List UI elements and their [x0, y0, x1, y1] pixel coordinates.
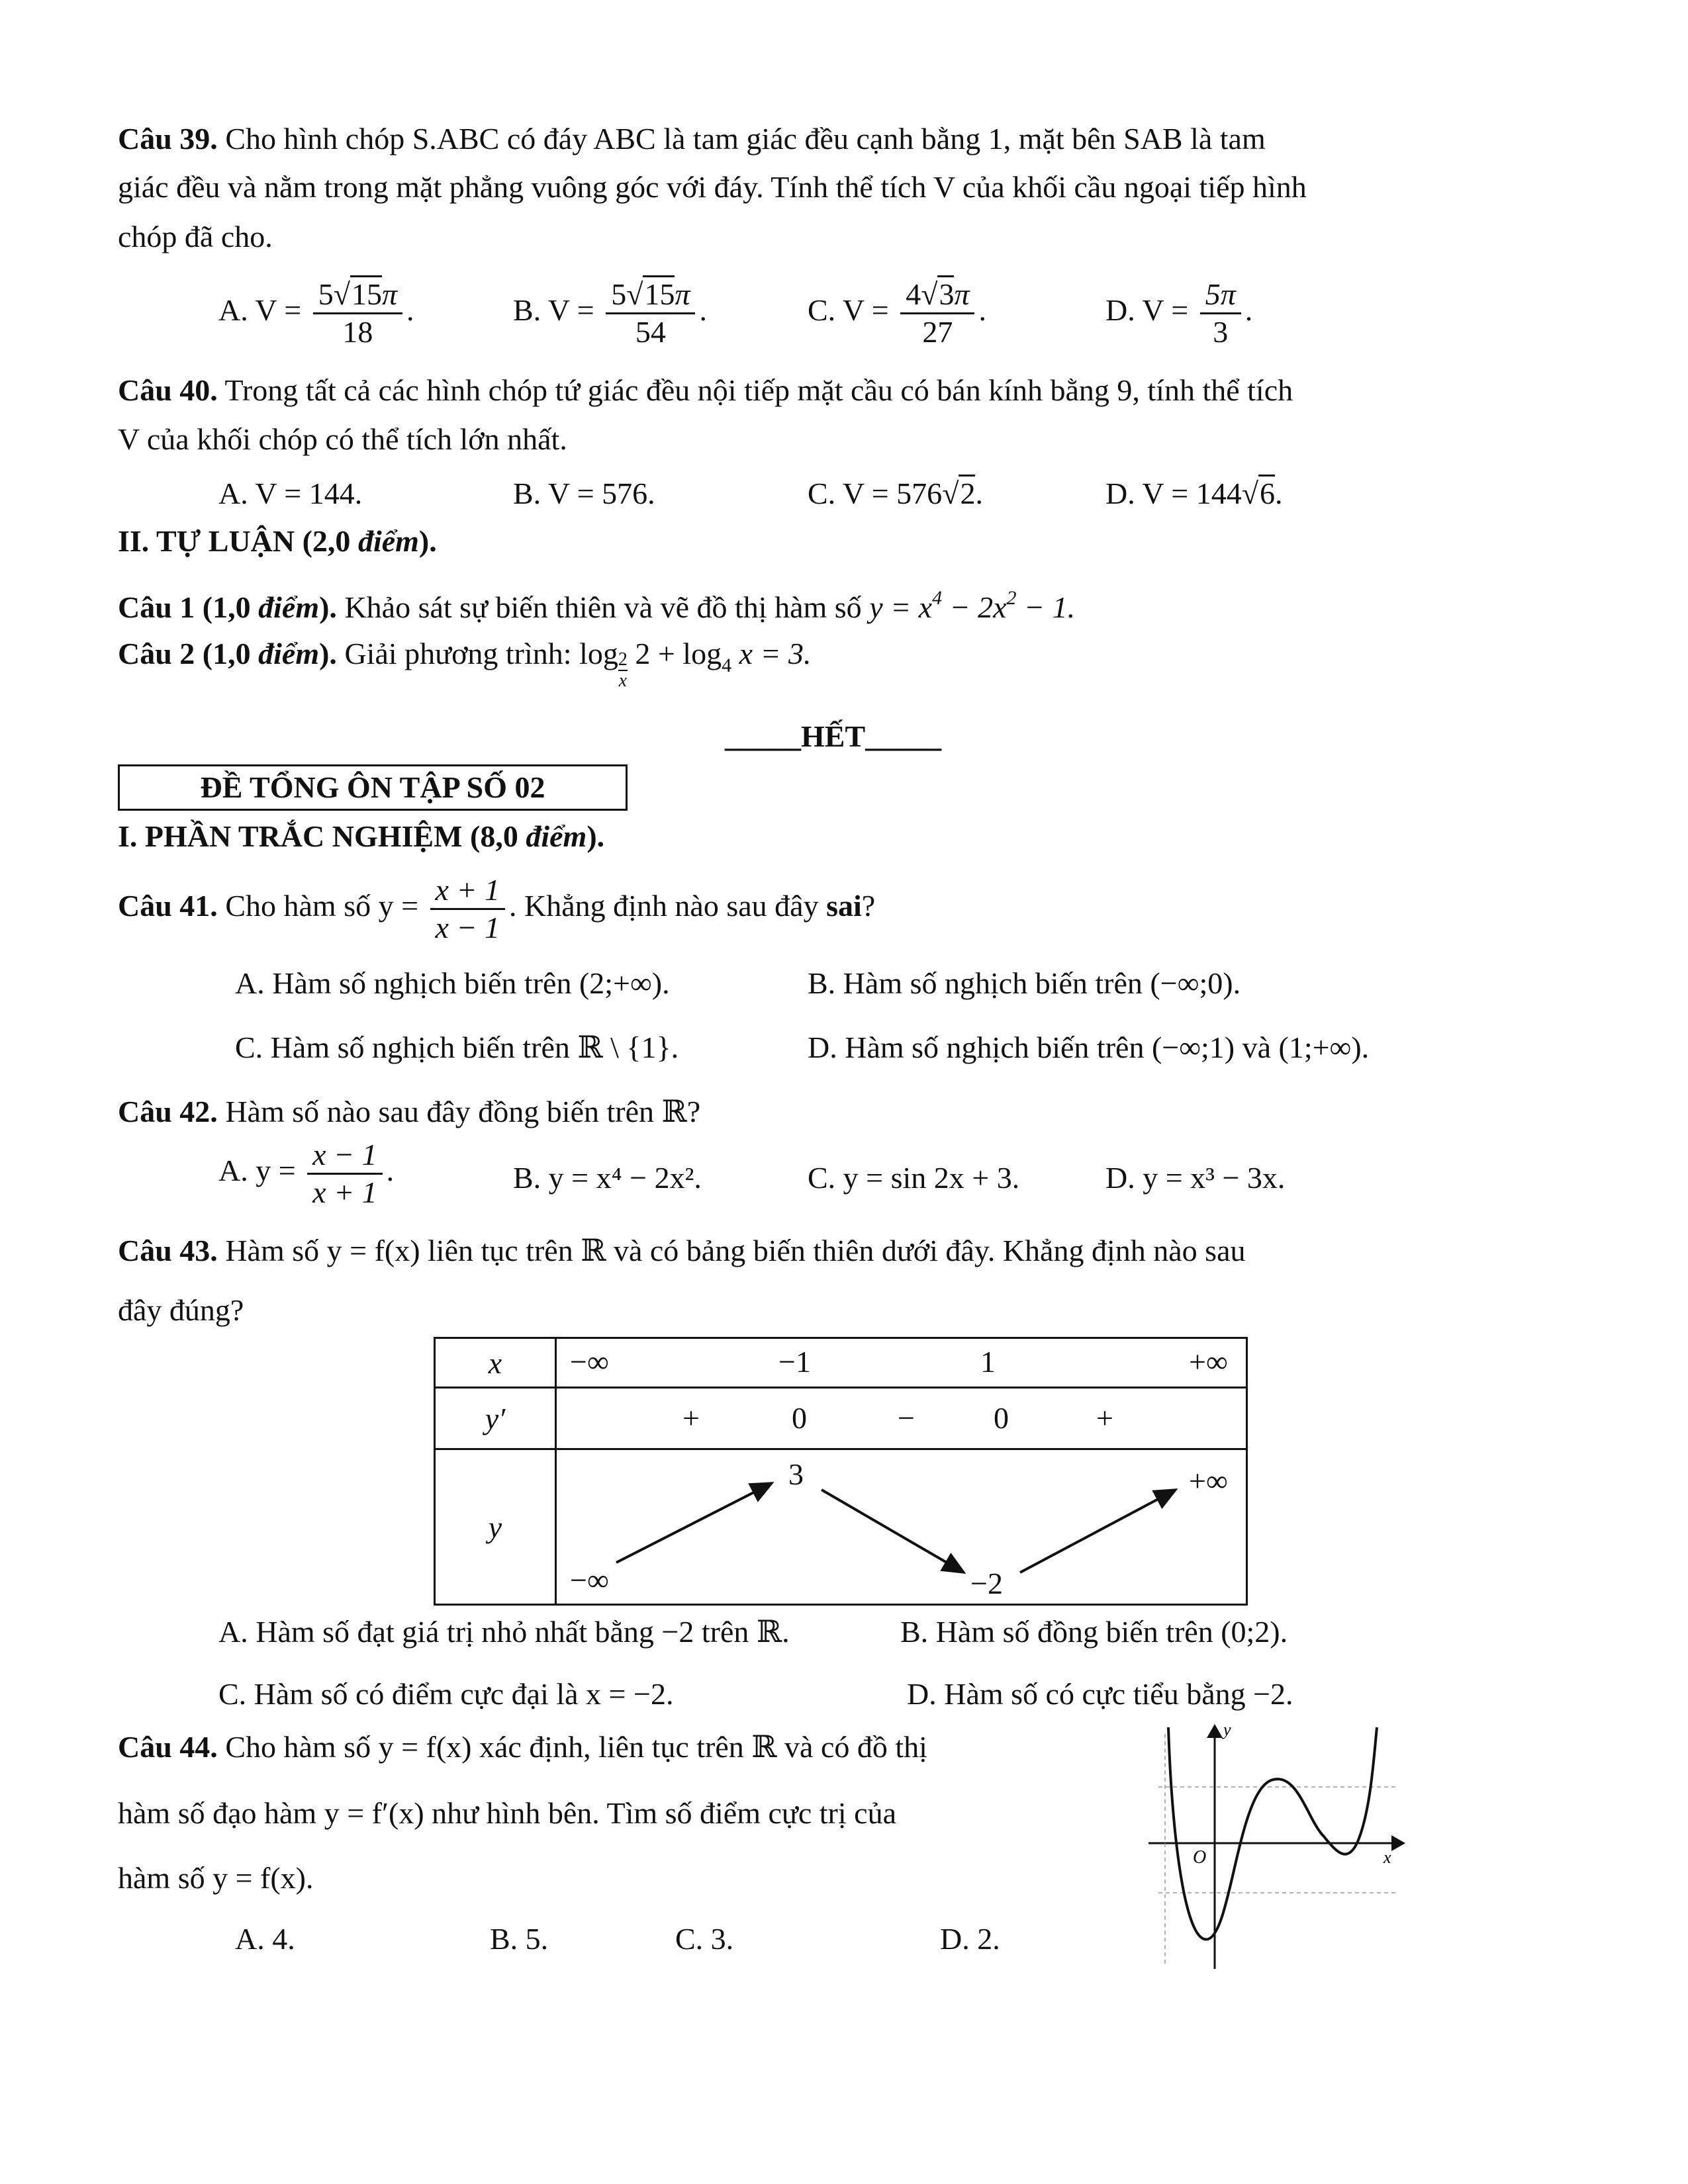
- exam2-title-box: ĐỀ TỔNG ÔN TẬP SỐ 02: [118, 764, 628, 811]
- derivative-curve: [1168, 1727, 1377, 1939]
- q44-option-b: B. 5.: [490, 1922, 549, 1956]
- table-row-y-values: [556, 1449, 1247, 1605]
- part2-q1-formula-b: − 2x: [942, 590, 1007, 624]
- q40-text-1: Trong tất cả các hình chóp tứ giác đều nội tiếp mặt cầu có bán kính bằng 9, tính thể tích: [224, 373, 1293, 407]
- q39-a-num-coef: 5: [318, 277, 334, 311]
- q40-d-rad: 6: [1258, 475, 1275, 510]
- part2-q2-base-num: 2: [618, 649, 628, 670]
- part2-q2-text: Giải phương trình:: [344, 637, 572, 670]
- q39-option-c: C. V = $\frac{4√3\pi}{27}$ .: [808, 277, 986, 350]
- q39-b-num-pi: π: [675, 277, 690, 311]
- q39-c-den: 27: [922, 315, 953, 349]
- y-val-min-neg2: −2: [970, 1567, 1003, 1600]
- q39-c-num-pi: π: [954, 277, 970, 311]
- q44-line2: hàm số đạo hàm y = f′(x) như hình bên. Tìm số điểm cực trị của: [118, 1796, 896, 1830]
- q39-a-num-rad: 15: [350, 275, 382, 311]
- q40-d-end: .: [1274, 477, 1283, 510]
- q40-option-a: A. V = 144.: [218, 477, 363, 510]
- q42-option-a: [218, 1137, 394, 1210]
- q44-text-1: Cho hàm số y = f(x) xác định, liên tục trên ℝ và có đồ thị: [225, 1730, 927, 1764]
- q43-option-d: D. Hàm số có cực tiểu bằng −2.: [907, 1677, 1293, 1711]
- variation-arrows: [557, 1450, 1248, 1604]
- derivative-graph: [1145, 1721, 1410, 1972]
- q43-label: Câu 43.: [118, 1234, 218, 1267]
- part2-q1-label: Câu 1 (1,0: [118, 590, 259, 624]
- q43-option-c: C. Hàm số có điểm cực đại là x = −2.: [218, 1677, 674, 1711]
- q40-option-d: D. V = 144√6.: [1105, 475, 1282, 512]
- part2-q1-label-italic: điểm: [258, 590, 320, 624]
- q39-d-den: 3: [1213, 315, 1229, 349]
- part2-title-text: II. TỰ LUẬN (2,0: [118, 524, 358, 558]
- q39-c-label: C. V =: [808, 293, 889, 328]
- part2-q2-label: Câu 2 (1,0: [118, 637, 259, 670]
- q40-option-b: B. V = 576.: [513, 477, 655, 510]
- part2-q1-text: Khảo sát sự biến thiên và vẽ đồ thị hàm số: [344, 590, 862, 624]
- q44-line1: [118, 1729, 927, 1766]
- part2-title-end: ).: [418, 524, 437, 558]
- exam2-part1-end: ).: [586, 819, 605, 853]
- q42-option-c: C. y = sin 2x + 3.: [808, 1161, 1020, 1195]
- q40-c-end: .: [975, 477, 983, 510]
- table-header-x: x: [435, 1338, 556, 1388]
- yprime-zero-2: 0: [994, 1401, 1009, 1435]
- end-marker: _____HẾT_____: [725, 719, 942, 753]
- part2-q2: [118, 635, 812, 691]
- x-val-pos-inf: +∞: [1189, 1345, 1228, 1379]
- q40-c-text: C. V = 576: [808, 477, 943, 510]
- q42-option-d: D. y = x³ − 3x.: [1105, 1161, 1286, 1195]
- q39-label: Câu 39.: [118, 122, 218, 156]
- q39-b-den: 54: [635, 315, 666, 349]
- q39-b-num-coef: 5: [611, 277, 627, 311]
- q41-text-post: . Khẳng định nào sau đây: [509, 889, 827, 923]
- y-val-max-3: 3: [788, 1457, 804, 1491]
- x-val-neg-inf: −∞: [570, 1345, 609, 1379]
- part2-q2-label-end: ).: [319, 637, 337, 670]
- q42-a-fraction: [307, 1137, 382, 1210]
- q41-num: x + 1: [430, 872, 505, 910]
- variation-table: [434, 1337, 1248, 1606]
- exam2-part1-title: [118, 818, 604, 855]
- exam2-part1-text: I. PHẦN TRẮC NGHIỆM (8,0: [118, 819, 526, 853]
- q42-a-label: A. y =: [218, 1154, 296, 1188]
- graph-y-label: y: [1223, 1721, 1231, 1739]
- q41-bold-word: sai: [826, 889, 862, 923]
- q40-option-c: C. V = 576√2.: [808, 475, 983, 512]
- q43-line2: đây đúng?: [118, 1293, 244, 1327]
- q42-label: Câu 42.: [118, 1095, 218, 1128]
- part2-q1-exp2: 2: [1006, 587, 1017, 609]
- q44-option-c: C. 3.: [675, 1922, 734, 1956]
- part2-q1-exp1: 4: [932, 587, 943, 609]
- part2-q2-end: x = 3.: [731, 637, 812, 670]
- q40-line2: V của khối chóp có thể tích lớn nhất.: [118, 422, 567, 456]
- q42-a-num: x − 1: [307, 1137, 382, 1175]
- q42-text: Hàm số nào sau đây đồng biến trên ℝ?: [225, 1095, 701, 1128]
- q43-option-b: B. Hàm số đồng biến trên (0;2).: [900, 1615, 1288, 1649]
- part2-title-italic: điểm: [357, 524, 419, 558]
- q39-d-fraction: [1200, 277, 1241, 350]
- q42-stem: [118, 1093, 700, 1130]
- part2-q1-label-end: ).: [319, 590, 337, 624]
- q44-option-d: D. 2.: [940, 1922, 1000, 1956]
- q41-option-c: C. Hàm số nghịch biến trên ℝ \ {1}.: [235, 1030, 679, 1064]
- q39-line1: [118, 120, 1266, 158]
- arrow-increase-2: [1020, 1490, 1176, 1572]
- q41-end: ?: [861, 889, 876, 923]
- q41-text-pre: Cho hàm số y =: [225, 889, 419, 923]
- q39-d-num: 5π: [1200, 277, 1241, 314]
- yprime-sign-3: +: [1096, 1401, 1113, 1435]
- graph-x-label: x: [1383, 1848, 1391, 1867]
- q39-d-label: D. V =: [1105, 293, 1189, 328]
- arrow-decrease: [821, 1490, 964, 1572]
- table-row-yprime-values: [556, 1388, 1247, 1449]
- q40-d-text: D. V = 144: [1105, 477, 1242, 510]
- q44-option-a: A. 4.: [235, 1922, 295, 1956]
- q42-option-b: B. y = x⁴ − 2x².: [513, 1161, 702, 1195]
- q40-line1: [118, 372, 1293, 409]
- q39-line2: giác đều và nằm trong mặt phẳng vuông góc với đáy. Tính thể tích V của khối cầu ngoại tiếp hình: [118, 170, 1307, 204]
- q39-option-b: B. V = $\frac{5√15\pi}{54}$ .: [513, 277, 707, 350]
- q39-a-fraction: $\frac{5√15\pi}{18}$: [313, 277, 402, 350]
- q39-text-1: Cho hình chóp S.ABC có đáy ABC là tam giác đều cạnh bằng 1, mặt bên SAB là tam: [225, 122, 1266, 156]
- part2-q2-mid: 2 + log: [627, 637, 722, 670]
- q41-option-a: A. Hàm số nghịch biến trên (2;+∞).: [235, 966, 670, 1000]
- q39-option-d: D. V = $\frac{5\pi}{3}$ .: [1105, 277, 1253, 349]
- q40-c-rad: 2: [959, 475, 975, 510]
- q41-stem: [118, 872, 875, 946]
- q43-option-a: A. Hàm số đạt giá trị nhỏ nhất bằng −2 trên ℝ.: [218, 1615, 790, 1649]
- exam2-part1-italic: điểm: [526, 819, 587, 853]
- y-val-pos-inf: +∞: [1189, 1464, 1228, 1498]
- part2-q1: [118, 580, 1075, 626]
- q41-option-d: D. Hàm số nghịch biến trên (−∞;1) và (1;+∞).: [808, 1030, 1370, 1064]
- q41-label: Câu 41.: [118, 889, 218, 923]
- q39-c-fraction: $\frac{4√3\pi}{27}$: [900, 277, 974, 350]
- part2-q1-formula-a: y = x: [869, 590, 933, 624]
- q42-a-end: .: [386, 1154, 395, 1188]
- q39-b-fraction: $\frac{5√15\pi}{54}$: [606, 277, 695, 350]
- q39-a-den: 18: [342, 315, 373, 349]
- q39-b-num-rad: 15: [643, 275, 675, 311]
- q39-c-num-rad: 3: [937, 275, 954, 311]
- graph-origin-label: O: [1193, 1847, 1207, 1868]
- q41-den: x − 1: [435, 911, 500, 944]
- q44-label: Câu 44.: [118, 1730, 218, 1764]
- q39-b-label: B. V =: [513, 293, 594, 328]
- part2-q2-log: log: [579, 637, 618, 670]
- q41-fraction: [430, 872, 505, 946]
- q43-text-1: Hàm số y = f(x) liên tục trên ℝ và có bảng biến thiên dưới đây. Khẳng định nào sau: [225, 1234, 1246, 1267]
- part2-q2-log-base: [618, 650, 628, 691]
- q39-a-num-pi: π: [381, 277, 398, 311]
- part2-q2-label-italic: điểm: [258, 637, 320, 670]
- x-val-neg1: −1: [778, 1345, 811, 1379]
- q39-option-a: A. V = $\frac{5√15\pi}{18}$ .: [218, 277, 414, 350]
- part2-q1-formula-c: − 1.: [1016, 590, 1076, 624]
- q39-c-num-coef: 4: [906, 277, 921, 311]
- part2-title: [118, 523, 437, 560]
- table-header-yprime: y′: [435, 1388, 556, 1449]
- y-val-neg-inf: −∞: [570, 1563, 609, 1597]
- table-header-y: y: [435, 1449, 556, 1605]
- yprime-sign-2: −: [898, 1401, 915, 1435]
- q44-line3: hàm số y = f(x).: [118, 1861, 314, 1895]
- arrow-increase-1: [616, 1483, 772, 1563]
- yprime-zero-1: 0: [792, 1401, 807, 1435]
- q41-option-b: B. Hàm số nghịch biến trên (−∞;0).: [808, 966, 1241, 1000]
- part2-q2-base2: 4: [722, 655, 732, 676]
- table-row-x-values: [556, 1338, 1247, 1388]
- part2-q2-base-den: x: [618, 670, 628, 691]
- q42-a-den: x + 1: [312, 1175, 377, 1209]
- q43-line1: [118, 1232, 1246, 1269]
- x-val-1: 1: [980, 1345, 996, 1379]
- yprime-sign-1: +: [682, 1401, 700, 1435]
- q39-a-label: A. V =: [218, 293, 302, 328]
- q39-line3: chóp đã cho.: [118, 220, 273, 253]
- q40-label: Câu 40.: [118, 373, 218, 407]
